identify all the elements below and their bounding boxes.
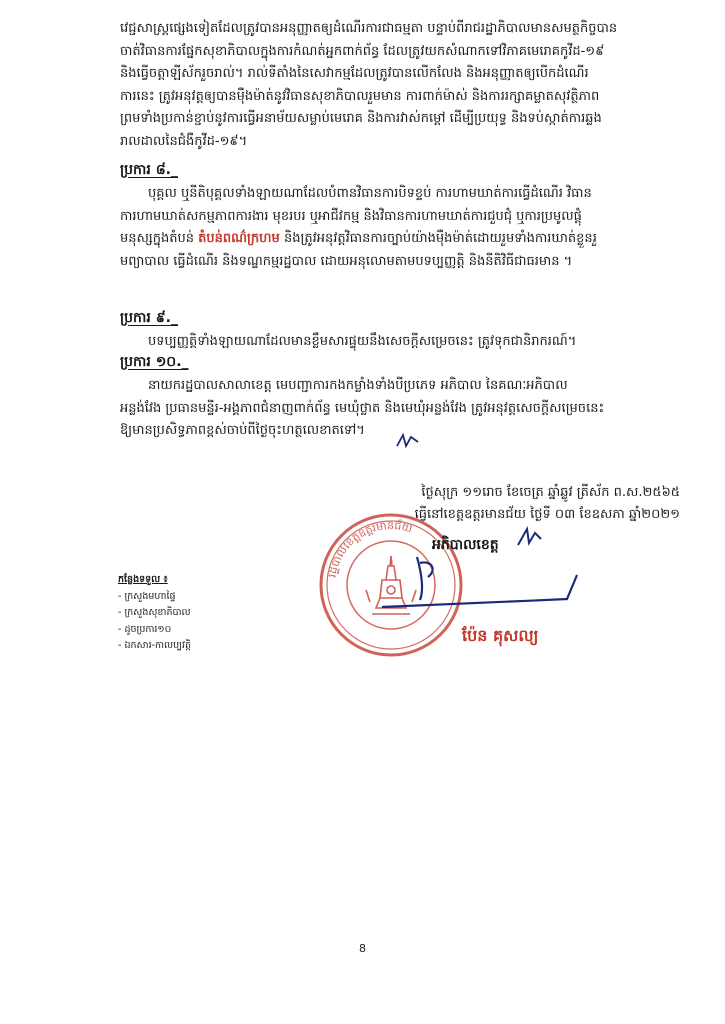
- seal-text: រដ្ឋបាលខេត្តឧត្តរមានជ័យ: [325, 518, 414, 579]
- article-8-heading: ប្រការ ៨._: [120, 162, 178, 178]
- article-9-heading: ប្រការ ៩._: [120, 310, 178, 326]
- signature-icon: [362, 545, 602, 615]
- recipients-title: កន្លែងទទួល ៖: [118, 574, 168, 585]
- recipient-item: - ក្រសួងសុខាភិបាល: [118, 607, 191, 618]
- text-line: វេជ្ជសាស្ត្រផ្សេងទៀតដែលត្រូវបានអនុញ្ញាតឲ្យដំណើរការជាធម្មតា បន្ទាប់ពីរាជរដ្ឋាភិបាលមានសមត្ថកិច្ចបាន: [120, 21, 618, 36]
- text-line: ការនេះ ត្រូវអនុវត្តឲ្យបានម៉ឺងម៉ាត់នូវវិធានសុខាភិបាលរួមមាន ការពាក់ម៉ាស់ និងការរក្សាគម្លាតសុវត្ថិភាព: [120, 88, 600, 104]
- recipients-list: [118, 572, 268, 655]
- recipient-item: - ឯកសារ-កាលប្បវត្តិ: [118, 640, 192, 651]
- governor-name: ប៉ែន គុសល្យ: [462, 626, 539, 645]
- text-fragment: និងត្រូវអនុវត្តវិធានការច្បាប់យ៉ាងម៉ឺងម៉ាត់ដោយរួមទាំងការឃាត់ខ្លួនរួ: [283, 231, 597, 246]
- recipient-item: - ដូចប្រការ១០: [118, 623, 172, 635]
- solar-date-line: ធ្វើនៅខេត្តឧត្តរមានជ័យ ថ្ងៃទី ០៣ ខែឧសភា ឆ្នាំ២០២១: [414, 507, 680, 522]
- text-line: នាយករដ្ឋបាលសាលាខេត្ត មេបញ្ជាការកងកម្លាំងទាំងបីប្រភេទ អភិបាល នៃគណៈអភិបាល: [148, 378, 568, 393]
- end-mark-icon: [395, 432, 421, 450]
- text-line: បុគ្គល ឬនីតិបុគ្គលទាំងឡាយណាដែលបំពានវិធានការបិទខ្ទប់ ការហាមឃាត់ការធ្វើដំណើរ វិធាន: [148, 186, 592, 201]
- text-line: បទប្បញ្ញត្តិទាំងឡាយណាដែលមានខ្លឹមសារផ្ទុយនឹងសេចក្តីសម្រេចនេះ ត្រូវទុកជានិរាករណ៍។: [148, 334, 577, 349]
- text-line: អន្លង់វែង ប្រធានមន្ទីរ-អង្គភាពជំនាញពាក់ព័ន្ធ មេឃុំថ្លាត និងមេឃុំអន្លង់វែង ត្រូវអនុវត្តសេចក្តីសម្រេចនេះ: [120, 400, 605, 416]
- text-line: និងធ្វើចត្តាឡីស័ករួចរាល់។ រាល់ទីតាំងនៃសេវាកម្មដែលត្រូវបានលើកលែង និងអនុញ្ញាតឲ្យបើកដំណើរ: [120, 66, 589, 81]
- lunar-date-line: ថ្ងៃសុក្រ ១១រោច ខែចេត្រ ឆ្នាំឆ្លូវ ត្រីស័ក ព.ស.២៥៦៥: [421, 485, 680, 500]
- article-8-body: [120, 183, 640, 273]
- text-line: រាលដាលនៃជំងឺកូវីដ-១៩។: [120, 133, 248, 149]
- article-10-heading: ប្រការ ១០._: [120, 354, 189, 370]
- article-10-body: [120, 375, 640, 443]
- text-fragment: មនុស្សក្នុងតំបន់: [120, 231, 195, 246]
- governor-title: អភិបាលខេត្ត: [432, 537, 499, 553]
- text-line: ការហាមឃាត់សកម្មភាពការងារ មុខរបរ ឬអាជីវកម្ម និងវិធានការហាមឃាត់ការជួបជុំ ឬការប្រមូលផ្តុំ: [120, 208, 582, 224]
- article-9-body: [120, 331, 640, 354]
- text-line: ឱ្យមានប្រសិទ្ធភាពខ្ពស់ចាប់ពីថ្ងៃចុះហត្ថលេខាតទៅ។: [120, 423, 365, 438]
- text-line-with-highlight: [120, 228, 640, 251]
- text-line: មព្យាបាល ធ្វើដំណើរ និងទណ្ឌកម្មរដ្ឋបាល ដោយអនុលោមតាមបទប្បញ្ញត្តិ និងនីតិវិធីជាធរមាន ។: [120, 253, 573, 269]
- page-number: 8: [359, 942, 366, 955]
- intro-paragraph: [120, 18, 640, 153]
- recipient-item: - ក្រសួងមហាផ្ទៃ: [118, 590, 176, 602]
- red-zone-label: តំបន់ពណ៌ក្រហម: [198, 231, 280, 246]
- text-line: ព្រមទាំងប្រកាន់ខ្ជាប់នូវការធ្វើអនាម័យសម្លាប់មេរោគ និងការវាស់កម្ដៅ ដើម្បីប្រយុទ្ធ និងទប់ស្កាត់ការឆ្លង: [120, 111, 602, 126]
- text-line: ចាត់វិធានការផ្នែកសុខាភិបាលក្នុងការកំណត់អ្នកពាក់ព័ន្ធ ដែលត្រូវយកសំណាកទៅវិភាគមេរោគកូវីដ-១៩: [120, 43, 605, 59]
